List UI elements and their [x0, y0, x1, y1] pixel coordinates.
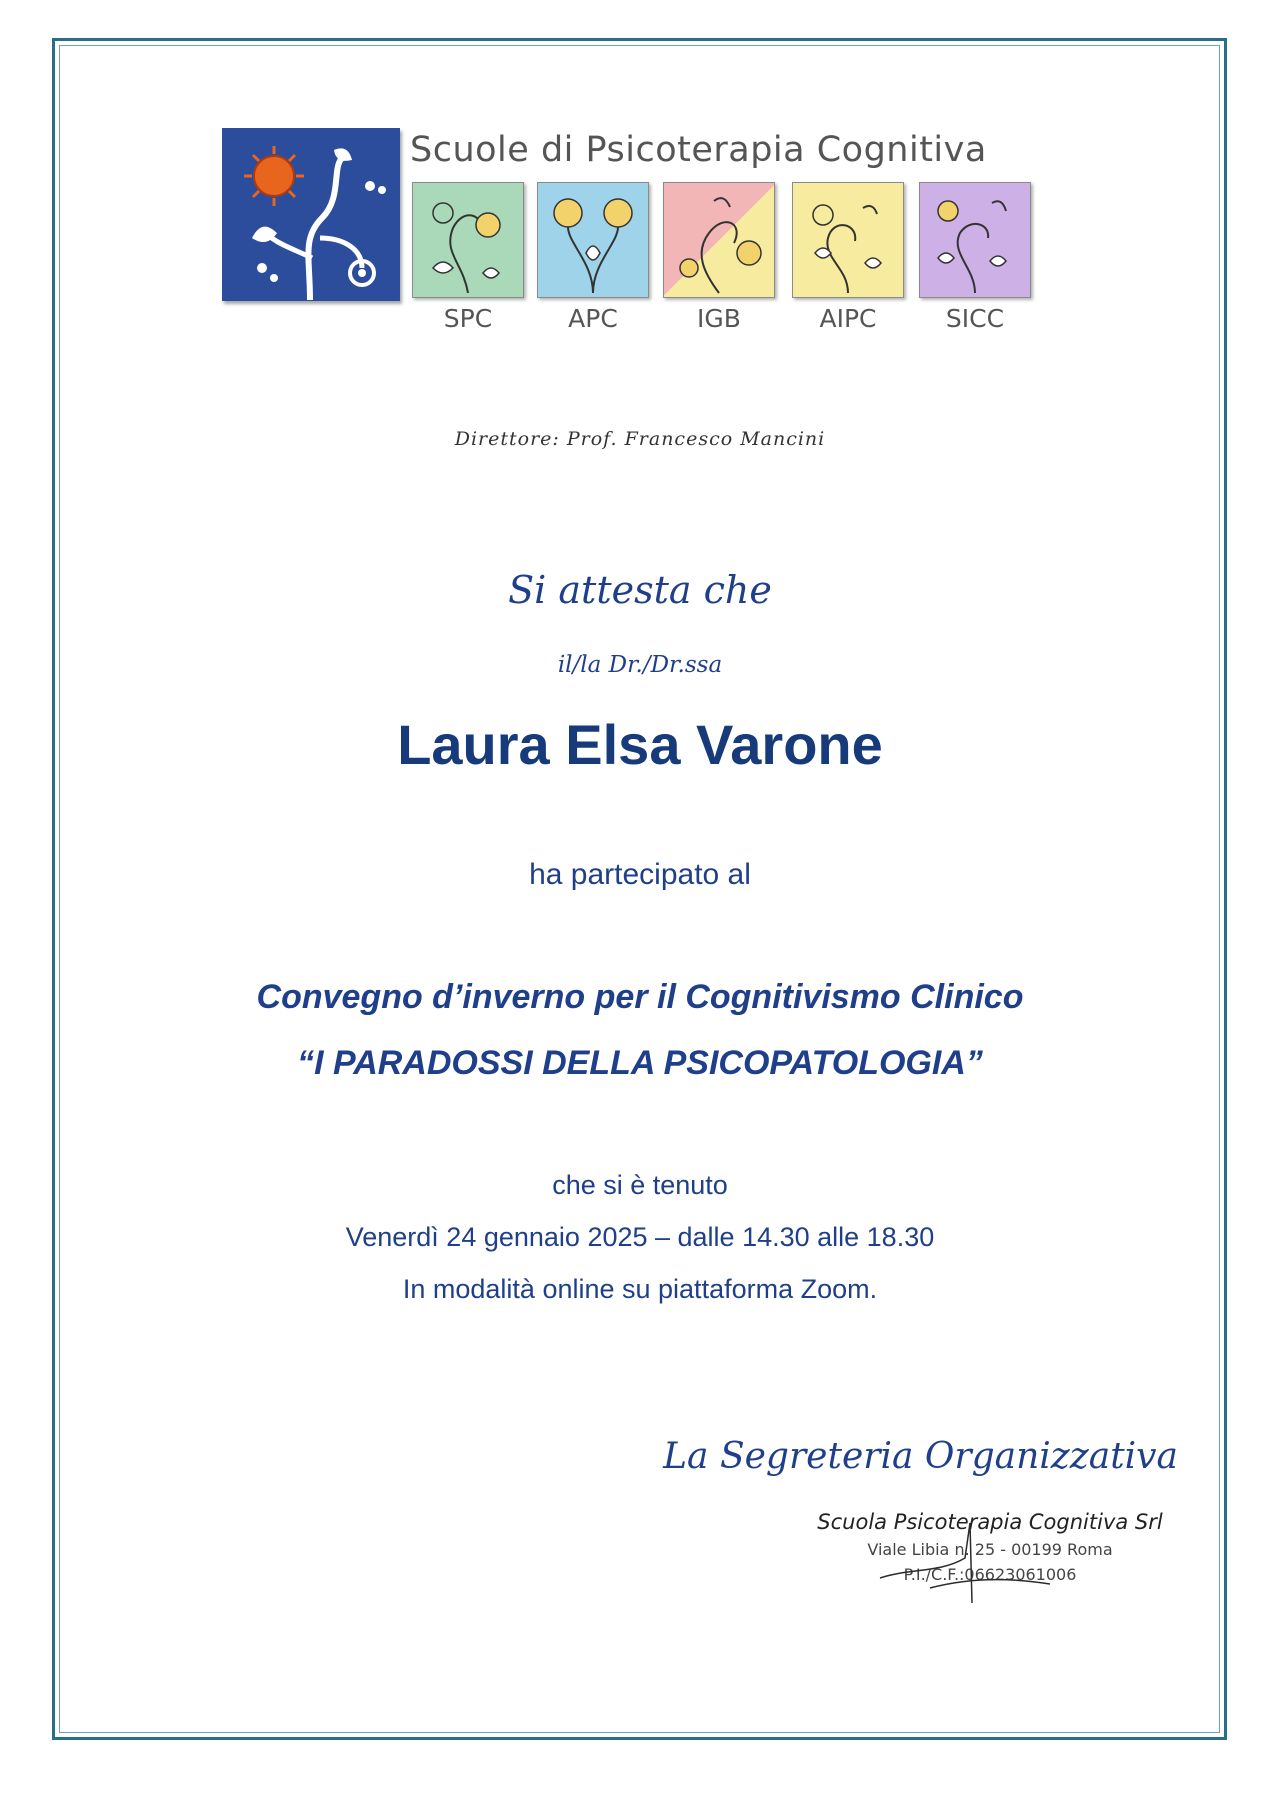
- sicc-flower-icon: [919, 182, 1031, 298]
- event-date-time: Venerdì 24 gennaio 2025 – dalle 14.30 alle 18.30: [345, 1222, 935, 1252]
- school-label-spc: SPC: [443, 304, 493, 333]
- spc-flower-icon: [412, 182, 524, 298]
- school-igb: [663, 182, 775, 333]
- apc-flower-icon: [537, 182, 649, 298]
- recipient-name: Laura Elsa Varone: [397, 713, 883, 776]
- event-mode: In modalità online su piattaforma Zoom.: [402, 1274, 878, 1304]
- event-title: Convegno d’inverno per il Cognitivismo Clinico: [256, 978, 1024, 1016]
- title-prefix: il/la Dr./Dr.ssa: [557, 652, 723, 678]
- school-apc: [537, 182, 649, 333]
- school-label-apc: APC: [568, 304, 618, 333]
- signatory: La Segreteria Organizzativa: [663, 1436, 1178, 1477]
- stamp-vat-number: P.I./C.F.:06623061006: [903, 1565, 1077, 1584]
- school-label-igb: IGB: [697, 304, 741, 333]
- school-sicc: [919, 182, 1031, 333]
- attestation-heading: Si attesta che: [508, 568, 772, 612]
- logo-title: Scuole di Psicoterapia Cognitiva: [410, 130, 987, 170]
- school-label-aipc: AIPC: [819, 304, 877, 333]
- school-spc: [412, 182, 524, 333]
- stamp-address: Viale Libia n. 25 - 00199 Roma: [867, 1540, 1113, 1559]
- aipc-flower-icon: [792, 182, 904, 298]
- handwritten-signature: [870, 1518, 1070, 1608]
- participation-text: ha partecipato al: [529, 858, 751, 891]
- director-line: Direttore: Prof. Francesco Mancini: [454, 428, 826, 450]
- igb-flower-icon: [663, 182, 775, 298]
- stamp-company-name: Scuola Psicoterapia Cognitiva Srl: [817, 1510, 1163, 1534]
- school-label-sicc: SICC: [945, 304, 1005, 333]
- school-aipc: [792, 182, 904, 333]
- main-logo-emblem: [222, 128, 400, 301]
- school-logo: [222, 128, 1042, 348]
- tree-emblem-icon: [222, 128, 400, 301]
- event-subtitle: “I PARADOSSI DELLA PSICOPATOLOGIA”: [297, 1044, 983, 1082]
- held-intro: che si è tenuto: [552, 1170, 728, 1200]
